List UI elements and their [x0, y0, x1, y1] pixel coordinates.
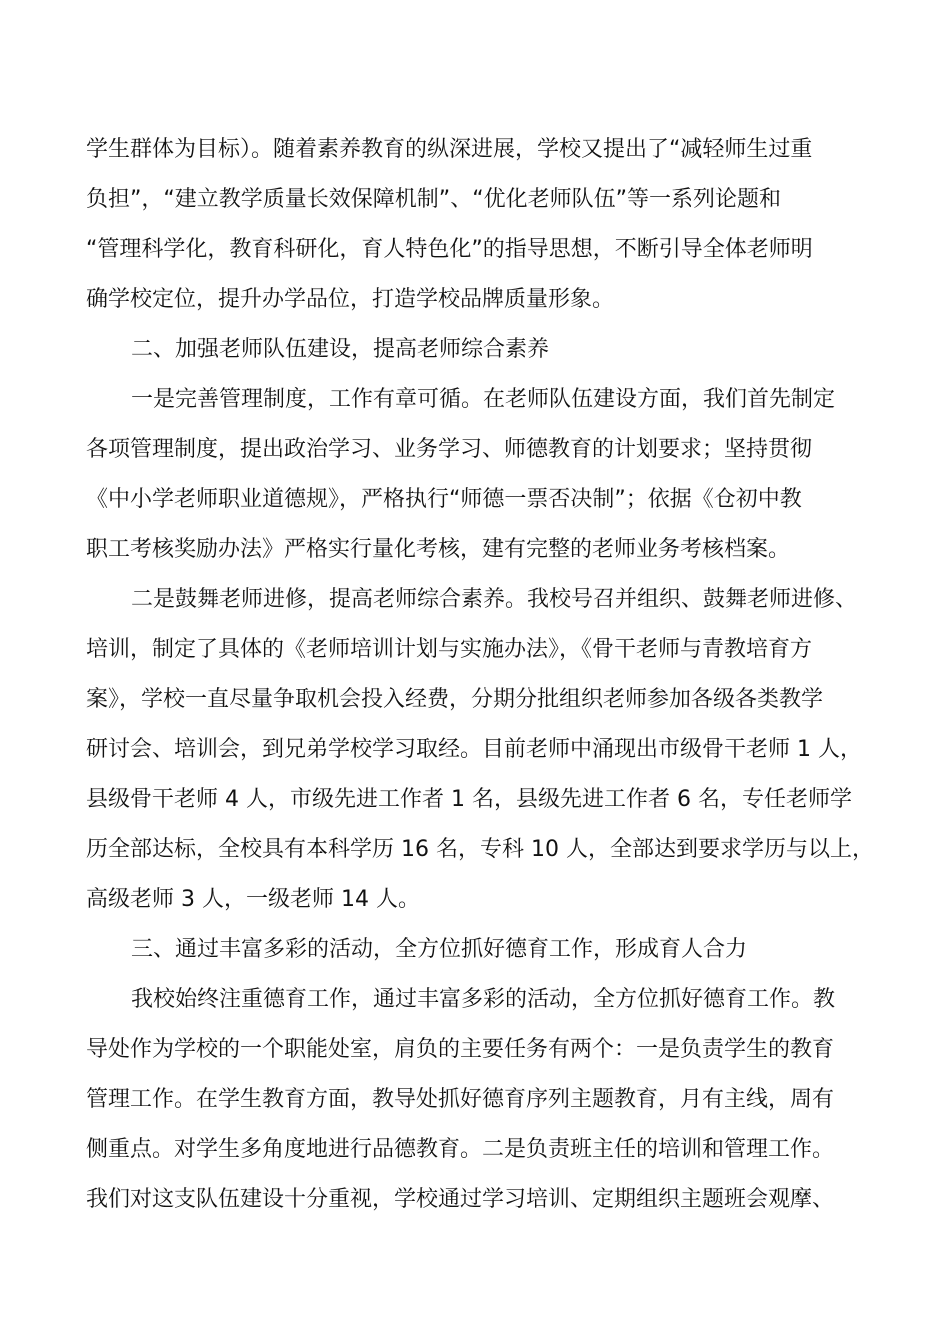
- text-line: 职工考核奖励办法》严格实行量化考核，建有完整的老师业务考核档案。: [86, 537, 791, 562]
- text-line: 各项管理制度，提出政治学习、业务学习、师德教育的计划要求；坚持贯彻: [86, 437, 813, 462]
- text-line: 确学校定位，提升办学品位，打造学校品牌质量形象。: [86, 287, 615, 312]
- text-line: 二是鼓舞老师进修，提高老师综合素养。我校号召并组织、鼓舞老师进修、: [131, 587, 858, 612]
- text-line: 高级老师 3 人，一级老师 14 人。: [86, 887, 420, 912]
- text-line: 我校始终注重德育工作，通过丰富多彩的活动，全方位抓好德育工作。教: [131, 987, 836, 1012]
- text-line: 侧重点。对学生多角度地进行品德教育。二是负责班主任的培训和管理工作。: [86, 1137, 835, 1162]
- text-line: 历全部达标，全校具有本科学历 16 名，专科 10 人，全部达到要求学历与以上，: [86, 837, 874, 862]
- text-line: 案》，学校一直尽量争取机会投入经费，分期分批组织老师参加各级各类教学: [86, 687, 824, 712]
- text-line: 一是完善管理制度，工作有章可循。在老师队伍建设方面，我们首先制定: [131, 387, 836, 412]
- text-line: 我们对这支队伍建设十分重视，学校通过学习培训、定期组织主题班会观摩、: [86, 1187, 835, 1212]
- text-line: 培训，制定了具体的《老师培训计划与实施办法》，《骨干老师与青教培育方: [86, 637, 813, 662]
- text-line: 县级骨干老师 4 人，市级先进工作者 1 名，县级先进工作者 6 名，专任老师学: [86, 787, 852, 812]
- text-line: 导处作为学校的一个职能处室，肩负的主要任务有两个：一是负责学生的教育: [86, 1037, 835, 1062]
- text-line: 学生群体为目标）。随着素养教育的纵深进展，学校又提出了“减轻师生过重: [86, 137, 813, 162]
- text-line: 研讨会、培训会，到兄弟学校学习取经。目前老师中涌现出市级骨干老师 1 人，: [86, 737, 862, 762]
- section-heading: 三、通过丰富多彩的活动，全方位抓好德育工作，形成育人合力: [131, 937, 748, 962]
- text-line: 《中小学老师职业道德规》，严格执行“师德一票否决制”；依据《仓初中教: [86, 487, 802, 512]
- text-line: 负担”，“建立教学质量长效保障机制”、“优化老师队伍”等一系列论题和: [86, 187, 781, 212]
- text-line: “管理科学化，教育科研化，育人特色化”的指导思想，不断引导全体老师明: [86, 237, 813, 262]
- section-heading: 二、加强老师队伍建设，提高老师综合素养: [131, 337, 550, 362]
- text-line: 管理工作。在学生教育方面，教导处抓好德育序列主题教育，月有主线，周有: [86, 1087, 835, 1112]
